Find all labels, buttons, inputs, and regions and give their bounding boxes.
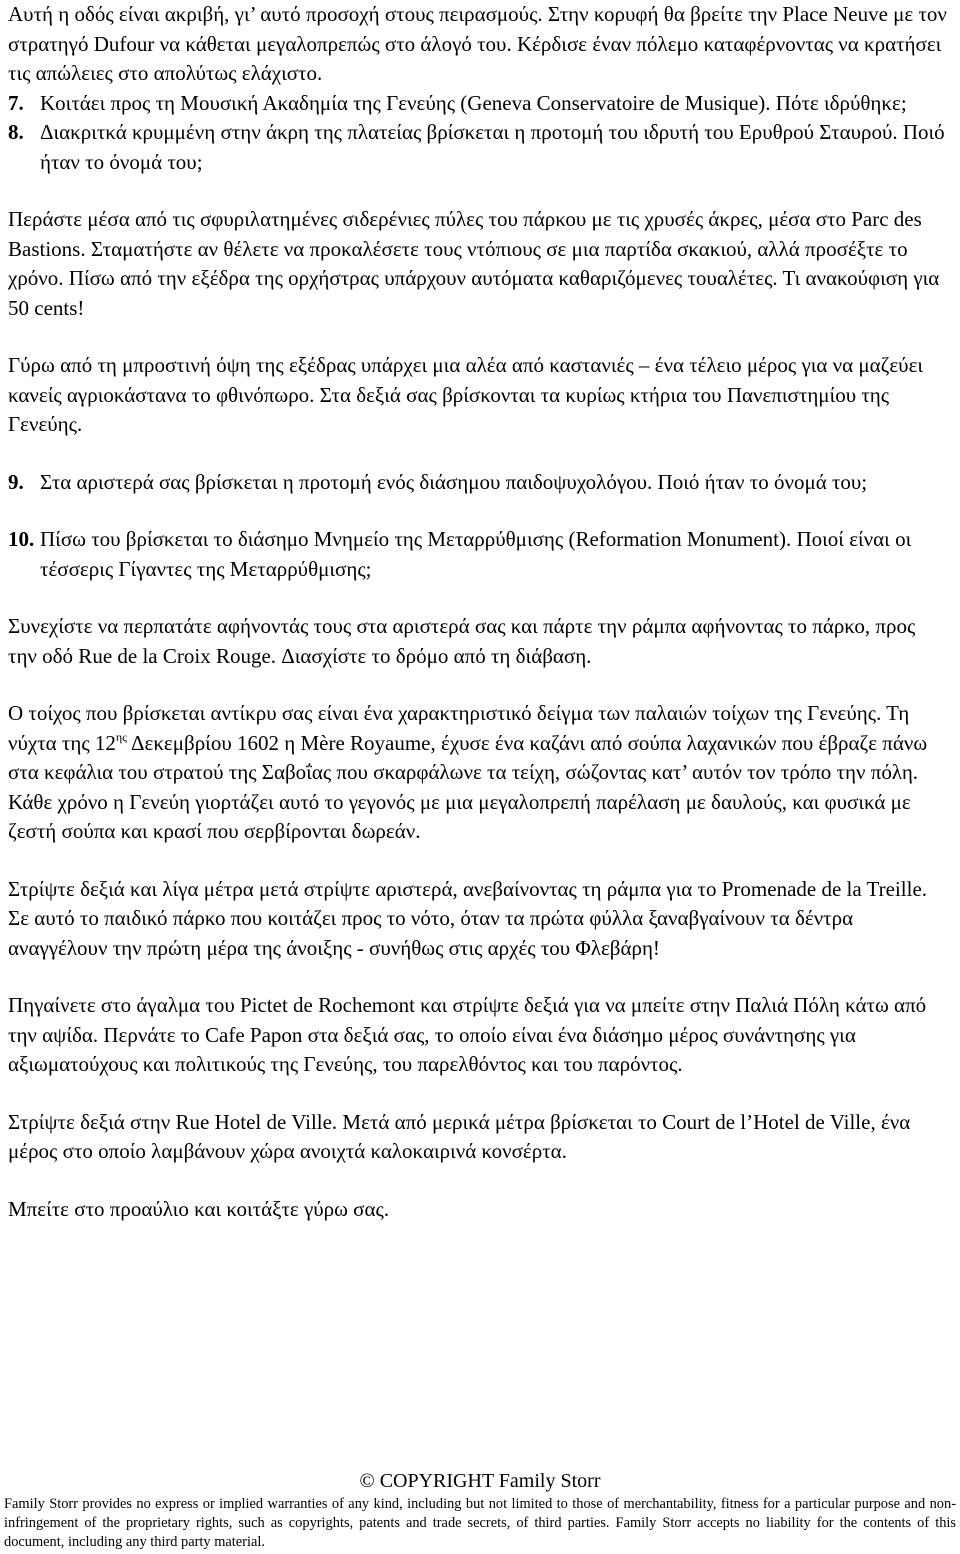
spacer: [8, 323, 948, 351]
gates-paragraph: Περάστε μέσα από τις σφυριλατημένες σιδερένιες πύλες του πάρκου με τις χρυσές άκρες, μέσα στο Parc des Bastions. Σταματήστε αν θέλετε να προκαλέσετε τους ντόπιους σε μια παρτίδα σκακιού, αλλά προσέξτε το χρόνο. Πίσω από την εξέδρα της ορχήστρας υπάρχουν αυτόματα καθαριζόμενες τουαλέτες. Τι ανακούφιση για 50 cents!: [8, 207, 940, 320]
question-8: [8, 118, 948, 177]
question-10: [8, 525, 948, 584]
pictet-paragraph: Πηγαίνετε στο άγαλμα του Pictet de Rochemont και στρίψτε δεξιά για να μπείτε στην Παλιά Πόλη κάτω από την αψίδα. Περνάτε το Cafe Papon στα δεξιά σας, το οποίο είναι ένα διάσημο μέρος συνάντησης για αξιωματούχους και πολιτικούς της Γενεύης, του παρελθόντος και του παρόντος.: [8, 993, 927, 1076]
spacer: [8, 1167, 948, 1195]
spacer: [8, 497, 948, 525]
treille-paragraph: Στρίψτε δεξιά και λίγα μέτρα μετά στρίψτε αριστερά, ανεβαίνοντας τη ράμπα για το Promenade de la Treille. Σε αυτό το παιδικό πάρκο που κοιτάζει προς το νότο, όταν τα πρώτα φύλλα ξαναβγαίνουν τα δέντρα αναγγέλουν την πρώτη μέρα της άνοιξης - συνήθως στις αρχές του Φλεβάρη!: [8, 876, 928, 960]
wall-text-part-1: Ο τοίχος που βρίσκεται αντίκρυ σας είναι ένα χαρακτηριστικό δείγμα των παλαιών τοίχων της Γενεύης. Τη νύχτα της 12: [8, 701, 910, 755]
courtyard-paragraph: Μπείτε στο προαύλιο και κοιτάξτε γύρω σας.: [8, 1196, 390, 1221]
spacer: [8, 963, 948, 991]
copyright-notice: © COPYRIGHT Family Storr: [359, 1470, 601, 1492]
spacer: [8, 847, 948, 875]
chestnut-paragraph: Γύρω από τη μπροστινή όψη της εξέδρας υπάρχει μια αλέα από καστανιές – ένα τέλειο μέρος για να μαζεύει κανείς αγριοκάστανα το φθινόπωρο. Στα δεξιά σας βρίσκονται τα κυρίως κτήρια του Πανεπιστημίου της Γενεύης.: [8, 353, 924, 436]
question-9: [8, 468, 948, 498]
question-7: [8, 89, 948, 119]
ordinal-superscript: ης: [115, 729, 127, 744]
spacer: [8, 440, 948, 468]
wall-text-part-2: Δεκεμβρίου 1602 η Mère Royaume, έχυσε ένα καζάνι από σούπα λαχανικών που έβραζε πάνω στα κεφάλια του στρατού της Σαβοΐας που σκαρφάλωνε τα τείχη, σώζοντας κατ’ αυτόν τον τρόπο την πόλη. Κάθε χρόνο η Γενεύη γιορτάζει αυτό το γεγονός με μια μεγαλοπρεπή παρέλαση με δαυλούς, και φυσικά με ζεστή σούπα και κρασί που σερβίρονται δωρεάν.: [8, 730, 928, 843]
question-9-number: 9.: [8, 469, 24, 494]
question-8-number: 8.: [8, 120, 24, 144]
question-9-text: Στα αριστερά σας βρίσκεται η προτομή ενός διάσημου παιδοψυχολόγου. Ποιό ήταν το όνομά του;: [40, 469, 868, 494]
question-10-number: 10.: [8, 527, 35, 551]
question-10-text: Πίσω του βρίσκεται το διάσημο Μνημείο της Μεταρρύθμισης (Reformation Monument). Ποιοί είναι οι τέσσερις Γίγαντες της Μεταρρύθμισης;: [40, 527, 912, 581]
body-text: [8, 0, 948, 1224]
hotel-de-ville-paragraph: Στρίψτε δεξιά στην Rue Hotel de Ville. Μετά από μερικά μέτρα βρίσκεται το Court de l’Hotel de Ville, ένα μέρος στο οποίο λαμβάνουν χώρα ανοιχτά καλοκαιρινά κονσέρτα.: [8, 1109, 911, 1163]
spacer: [8, 671, 948, 699]
question-7-text: Κοιτάει προς τη Μουσική Ακαδημία της Γενεύης (Geneva Conservatoire de Musique). Πότε ιδρύθηκε;: [40, 90, 907, 115]
spacer: [8, 177, 948, 205]
wall-paragraph: [8, 699, 948, 847]
question-8-text: Διακριτκά κρυμμένη στην άκρη της πλατείας βρίσκεται η προτομή του ιδρυτή του Ερυθρού Σταυρού. Ποιό ήταν το όνομά του;: [40, 120, 945, 174]
intro-paragraph: Αυτή η οδός είναι ακριβή, γι’ αυτό προσοχή στους πειρασμούς. Στην κορυφή θα βρείτε την Place Neuve με τον στρατηγό Dufour να κάθεται μεγαλοπρεπώς στο άλογό του. Κέρδισε έναν πόλεμο καταφέρνοντας να κρατήσει τις απώλειες στο απολύτως ελάχιστο.: [8, 2, 947, 85]
ramp-paragraph: Συνεχίστε να περπατάτε αφήνοντάς τους στα αριστερά σας και πάρτε την ράμπα αφήνοντας το πάρκο, προς την οδό Rue de la Croix Rouge. Διασχίστε το δρόμο από τη διάβαση.: [8, 614, 916, 668]
spacer: [8, 1080, 948, 1108]
disclaimer-text: Family Storr provides no express or implied warranties of any kind, including but not limited to those of merchantability, fitness for a particular purpose and non-infringement of the proprietary rights, such as copyrights, patents and trade secrets, of third parties. Family Storr accepts no liability for the contents of this document, including any third party material.: [4, 1496, 956, 1550]
question-7-number: 7.: [8, 90, 24, 115]
spacer: [8, 584, 948, 612]
